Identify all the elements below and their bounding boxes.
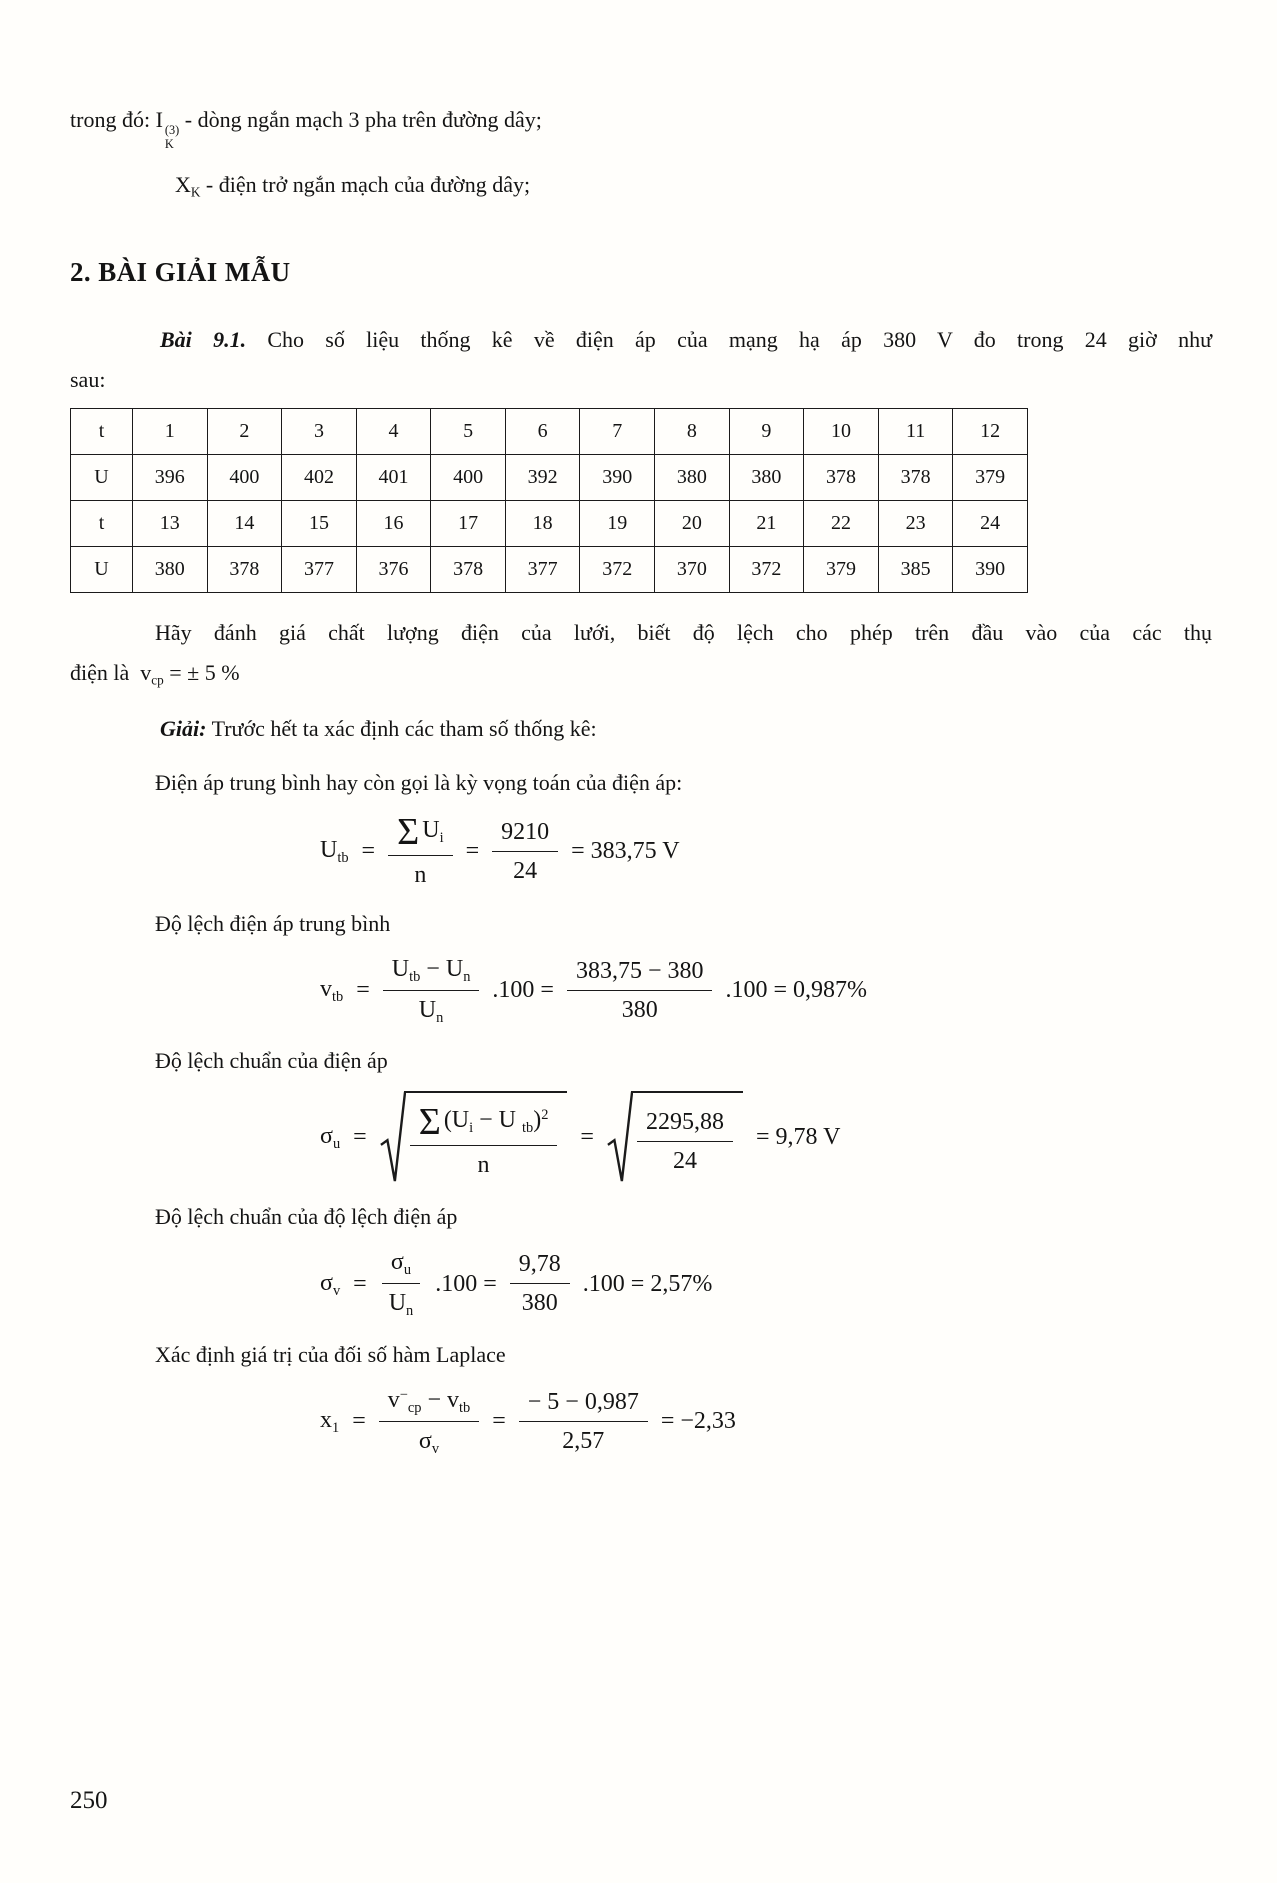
table-row-hours-2 bbox=[71, 500, 1028, 546]
table-cell: 372 bbox=[580, 546, 655, 592]
table-cell: 378 bbox=[431, 546, 506, 592]
table-cell: t bbox=[71, 408, 133, 454]
table-cell: 378 bbox=[207, 546, 282, 592]
formula-std-deviation: $\sigma_v$ = $\frac{\sigma_u}{U_n}$ .100 = $\frac{9,78}{380}$ .100 = 2,57% bbox=[320, 1249, 713, 1320]
table-cell: 17 bbox=[431, 500, 506, 546]
formula-std-voltage: $\sigma_u$ = $\frac{\Sigma (U_i - U _{tb})^2}{n}$ = $\frac{2295,88}{24}$ = 9,78 V bbox=[320, 1091, 1212, 1184]
current-description: - dòng ngắn mạch 3 pha trên đường dây; bbox=[184, 107, 542, 132]
problem-line-1: Bài 9.1. Cho số liệu thống kê về điện áp của mạng hạ áp 380 V đo trong 24 giờ như bbox=[160, 326, 1212, 352]
table-cell: U bbox=[71, 454, 133, 500]
fraction: $\frac{\Sigma U_i}{n}$ bbox=[388, 813, 452, 890]
table-cell: 379 bbox=[804, 546, 879, 592]
caption-mean-voltage: Điện áp trung bình hay còn gọi là kỳ vọng toán của điện áp: bbox=[155, 769, 683, 795]
problem-line-2: sau: bbox=[70, 366, 106, 392]
formula-mean-voltage: $U_{tb}$ = $\frac{\Sigma U_i}{n}$ = $\frac{9210}{24}$ = 383,75 V bbox=[320, 810, 680, 888]
table-cell: 401 bbox=[356, 454, 431, 500]
table-cell: 370 bbox=[655, 546, 730, 592]
assessment-line-1: Hãy đánh giá chất lượng điện của lưới, biết độ lệch cho phép trên đầu vào của các thụ bbox=[155, 619, 1212, 645]
table-cell: 20 bbox=[655, 500, 730, 546]
problem-statement bbox=[70, 320, 1212, 400]
reactance-description: - điện trở ngắn mạch của đường dây; bbox=[205, 172, 531, 198]
fraction: $\frac{- 5 - 0,987}{2,57}$ bbox=[519, 1387, 648, 1456]
table-cell: t bbox=[71, 500, 133, 546]
page-number: 250 bbox=[70, 1787, 108, 1814]
table-cell: U bbox=[71, 546, 133, 592]
table-cell: 402 bbox=[282, 454, 357, 500]
table-cell: 385 bbox=[878, 546, 953, 592]
square-root bbox=[380, 1091, 568, 1184]
fraction: $\frac{\Sigma (U_i - U _{tb})^2}{n}$ bbox=[410, 1103, 558, 1180]
table-cell: 378 bbox=[878, 454, 953, 500]
current-sup-sub: (3) K bbox=[164, 122, 180, 151]
sigma-v-symbol: $\sigma_v$ bbox=[320, 1269, 341, 1299]
table-cell: 24 bbox=[953, 500, 1028, 546]
formula-result: = 383,75 V bbox=[571, 838, 680, 865]
table-cell: 12 bbox=[953, 408, 1028, 454]
utb-symbol: $U_{tb}$ bbox=[320, 837, 349, 867]
given-clause-short-circuit-current bbox=[70, 100, 1212, 151]
table-cell: 1 bbox=[133, 408, 208, 454]
fraction: $\frac{v^-_{cp} - v_{tb}}{\sigma_v}$ bbox=[379, 1385, 479, 1458]
table-cell: 376 bbox=[356, 546, 431, 592]
table-cell: 7 bbox=[580, 408, 655, 454]
x1-symbol: $x_1$ bbox=[320, 1407, 340, 1437]
voltage-data-table bbox=[70, 408, 1028, 593]
formula-mean-deviation: $v_{tb}$ = $\frac{U_{tb} - U_n}{U_n}$ .100 = $\frac{383,75 - 380}{380}$ .100 = 0,987% bbox=[320, 955, 868, 1026]
radical-sign-icon bbox=[607, 1091, 633, 1184]
formula-laplace-argument: $x_1$ = $\frac{v^-_{cp} - v_{tb}}{\sigma_v}$ = $\frac{- 5 - 0,987}{2,57}$ = −2,33 bbox=[320, 1386, 736, 1457]
fraction: $\frac{9210}{24}$ bbox=[492, 817, 558, 886]
sigma-u-symbol: $\sigma_u$ bbox=[320, 1123, 341, 1153]
table-cell: 15 bbox=[282, 500, 357, 546]
table-cell: 380 bbox=[729, 454, 804, 500]
table-cell: 5 bbox=[431, 408, 506, 454]
table-cell: 3 bbox=[282, 408, 357, 454]
sigma-symbol: Σ bbox=[418, 1101, 441, 1144]
table-cell: 6 bbox=[505, 408, 580, 454]
formula-result: = 9,78 V bbox=[755, 1124, 841, 1151]
reactance-symbol: $X_K$ bbox=[175, 172, 201, 200]
table-row-hours-1 bbox=[71, 408, 1028, 454]
radical-sign-icon bbox=[380, 1091, 406, 1184]
table-cell: 23 bbox=[878, 500, 953, 546]
table-row-voltage-1 bbox=[71, 454, 1028, 500]
table-cell: 400 bbox=[207, 454, 282, 500]
table-cell: 392 bbox=[505, 454, 580, 500]
table-cell: 11 bbox=[878, 408, 953, 454]
table-cell: 13 bbox=[133, 500, 208, 546]
table-cell: 372 bbox=[729, 546, 804, 592]
current-symbol: I (3) K bbox=[155, 107, 180, 151]
allowed-deviation-symbol: $v_{cp}$ bbox=[140, 659, 164, 688]
fraction: $\frac{U_{tb} - U_n}{U_n}$ bbox=[383, 954, 480, 1027]
table-cell: 377 bbox=[282, 546, 357, 592]
caption-std-deviation: Độ lệch chuẩn của độ lệch điện áp bbox=[155, 1204, 458, 1230]
table-cell: 8 bbox=[655, 408, 730, 454]
table-cell: 390 bbox=[953, 546, 1028, 592]
table-cell: 16 bbox=[356, 500, 431, 546]
caption-mean-deviation: Độ lệch điện áp trung bình bbox=[155, 910, 391, 936]
fraction: $\frac{383,75 - 380}{380}$ bbox=[567, 956, 713, 1025]
table-cell: 377 bbox=[505, 546, 580, 592]
problem-label: Bài 9.1. bbox=[160, 326, 247, 352]
sigma-symbol: Σ bbox=[397, 810, 420, 853]
table-cell: 379 bbox=[953, 454, 1028, 500]
section-heading: 2. BÀI GIẢI MẪU bbox=[70, 256, 291, 287]
table-cell: 380 bbox=[133, 546, 208, 592]
table-cell: 4 bbox=[356, 408, 431, 454]
table-cell: 21 bbox=[729, 500, 804, 546]
given-clause-short-circuit-reactance bbox=[175, 165, 1212, 213]
given-prefix: trong đó: bbox=[70, 107, 151, 132]
table-cell: 396 bbox=[133, 454, 208, 500]
caption-std-voltage: Độ lệch chuẩn của điện áp bbox=[155, 1047, 388, 1073]
solution-label: Giải: bbox=[160, 715, 207, 741]
fraction: $\frac{9,78}{380}$ bbox=[510, 1249, 570, 1318]
fraction: $\frac{2295,88}{24}$ bbox=[637, 1107, 733, 1176]
table-cell: 400 bbox=[431, 454, 506, 500]
formula-result: .100 = 2,57% bbox=[582, 1270, 713, 1297]
table-cell: 2 bbox=[207, 408, 282, 454]
formula-result: = −2,33 bbox=[660, 1408, 736, 1435]
table-cell: 22 bbox=[804, 500, 879, 546]
square-root bbox=[607, 1091, 743, 1184]
table-cell: 14 bbox=[207, 500, 282, 546]
table-row-voltage-2 bbox=[71, 546, 1028, 592]
table-cell: 390 bbox=[580, 454, 655, 500]
assessment-line-2: điện là $v_{cp}$ = ± 5 % bbox=[70, 659, 240, 688]
table-cell: 378 bbox=[804, 454, 879, 500]
vtb-symbol: $v_{tb}$ bbox=[320, 976, 344, 1006]
table-cell: 19 bbox=[580, 500, 655, 546]
fraction: $\frac{\sigma_u}{U_n}$ bbox=[380, 1247, 423, 1320]
caption-laplace-argument: Xác định giá trị của đối số hàm Laplace bbox=[155, 1341, 506, 1367]
formula-result: .100 = 0,987% bbox=[725, 977, 868, 1004]
table-cell: 10 bbox=[804, 408, 879, 454]
table-cell: 9 bbox=[729, 408, 804, 454]
assessment-request bbox=[70, 613, 1212, 701]
table-cell: 380 bbox=[655, 454, 730, 500]
table-cell: 18 bbox=[505, 500, 580, 546]
solution-intro: Giải: Trước hết ta xác định các tham số thống kê: bbox=[160, 715, 597, 741]
